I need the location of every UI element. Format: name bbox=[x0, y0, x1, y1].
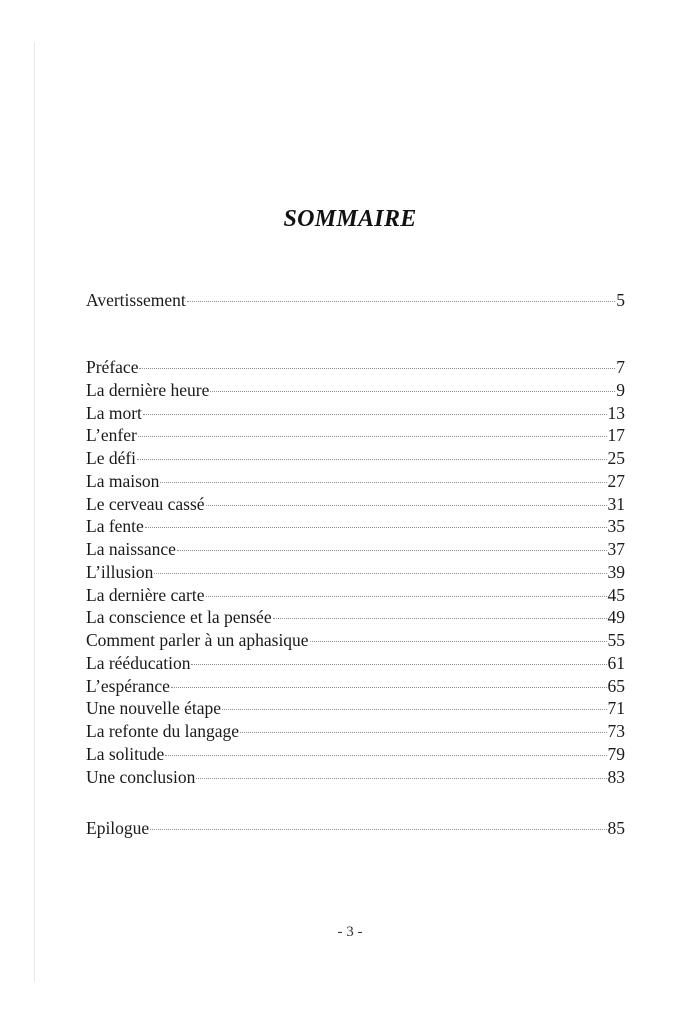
toc-entry-label: L’enfer bbox=[86, 425, 137, 446]
toc-entry-comment-parler-a-un-aphasique[interactable] bbox=[86, 629, 625, 652]
toc-back-section bbox=[86, 817, 625, 840]
dot-leader bbox=[206, 596, 607, 597]
toc-entry-label: Comment parler à un aphasique bbox=[86, 630, 309, 651]
toc-entry-la-fente[interactable] bbox=[86, 515, 625, 538]
toc-entry-la-conscience-et-la-pensee[interactable] bbox=[86, 606, 625, 629]
dot-leader bbox=[206, 505, 607, 506]
page-edge-line bbox=[34, 42, 35, 982]
dot-leader bbox=[139, 368, 615, 369]
dot-leader bbox=[150, 829, 606, 830]
toc-entry-une-nouvelle-etape[interactable] bbox=[86, 697, 625, 720]
toc-entry-page: 61 bbox=[607, 652, 625, 673]
toc-entry-la-derniere-heure[interactable] bbox=[86, 379, 625, 402]
dot-leader bbox=[222, 709, 606, 710]
dot-leader bbox=[143, 414, 607, 415]
toc-entry-page: 27 bbox=[607, 470, 625, 491]
dot-leader bbox=[171, 687, 607, 688]
toc-entry-l-enfer[interactable] bbox=[86, 424, 625, 447]
toc-entry-la-refonte-du-langage[interactable] bbox=[86, 720, 625, 743]
toc-entry-label: Le cerveau cassé bbox=[86, 493, 205, 514]
dot-leader bbox=[187, 301, 615, 302]
dot-leader bbox=[310, 641, 607, 642]
toc-entry-preface[interactable] bbox=[86, 356, 625, 379]
toc-entry-page: 65 bbox=[607, 675, 625, 696]
toc-entry-page: 45 bbox=[607, 584, 625, 605]
dot-leader bbox=[165, 755, 606, 756]
toc-entry-la-derniere-carte[interactable] bbox=[86, 584, 625, 607]
toc-entry-label: L’espérance bbox=[86, 675, 170, 696]
dot-leader bbox=[191, 664, 606, 665]
toc-entry-label: La dernière heure bbox=[86, 379, 210, 400]
toc-entry-page: 55 bbox=[607, 630, 625, 651]
toc-entry-page: 9 bbox=[616, 379, 625, 400]
page-number: - 3 - bbox=[337, 924, 363, 940]
dot-leader bbox=[154, 573, 606, 574]
toc-entry-label: Le défi bbox=[86, 448, 137, 469]
dot-leader bbox=[138, 436, 607, 437]
toc-entry-page: 49 bbox=[607, 607, 625, 628]
toc-entry-page: 73 bbox=[607, 721, 625, 742]
toc-entry-label: La conscience et la pensée bbox=[86, 607, 272, 628]
toc-entry-label: L’illusion bbox=[86, 561, 154, 582]
toc-entry-le-defi[interactable] bbox=[86, 447, 625, 470]
toc-front-section bbox=[86, 289, 625, 312]
toc-entry-page: 5 bbox=[616, 290, 625, 310]
toc-entry-le-cerveau-casse[interactable] bbox=[86, 493, 625, 516]
toc-entry-label: La maison bbox=[86, 470, 160, 491]
toc-entry-page: 7 bbox=[616, 357, 625, 377]
toc-entry-epilogue[interactable] bbox=[86, 817, 625, 840]
toc-main-section bbox=[86, 356, 625, 789]
toc-entry-la-mort[interactable] bbox=[86, 402, 625, 425]
toc-entry-page: 35 bbox=[607, 516, 625, 537]
dot-leader bbox=[137, 459, 606, 460]
toc-entry-page: 39 bbox=[607, 561, 625, 582]
toc-entry-label: La rééducation bbox=[86, 652, 191, 673]
toc-entry-page: 31 bbox=[607, 493, 625, 514]
toc-entry-label: La refonte du langage bbox=[86, 721, 240, 742]
dot-leader bbox=[273, 618, 607, 619]
toc-entry-label: Avertissement bbox=[86, 290, 186, 310]
toc-entry-page: 37 bbox=[607, 539, 625, 560]
toc-entry-avertissement[interactable] bbox=[86, 289, 625, 312]
toc-entry-page: 79 bbox=[607, 744, 625, 765]
toc-entry-label: Une conclusion bbox=[86, 766, 196, 787]
toc-entry-la-solitude[interactable] bbox=[86, 743, 625, 766]
toc-entry-une-conclusion[interactable] bbox=[86, 766, 625, 789]
toc-entry-label: La mort bbox=[86, 402, 142, 423]
toc-entry-page: 83 bbox=[607, 766, 625, 787]
toc-entry-label: La naissance bbox=[86, 539, 176, 560]
toc-entry-page: 13 bbox=[607, 402, 625, 423]
dot-leader bbox=[177, 550, 607, 551]
toc-entry-label: Préface bbox=[86, 357, 139, 377]
toc-entry-label: La solitude bbox=[86, 744, 165, 765]
toc-entry-page: 71 bbox=[607, 698, 625, 719]
dot-leader bbox=[210, 391, 615, 392]
dot-leader bbox=[145, 527, 607, 528]
toc-entry-l-illusion[interactable] bbox=[86, 561, 625, 584]
toc-entry-page: 25 bbox=[607, 448, 625, 469]
toc-entry-page: 85 bbox=[607, 818, 625, 838]
dot-leader bbox=[196, 778, 606, 779]
toc-entry-label: La dernière carte bbox=[86, 584, 205, 605]
dot-leader bbox=[240, 732, 606, 733]
toc-entry-page: 17 bbox=[607, 425, 625, 446]
toc-entry-la-reeducation[interactable] bbox=[86, 652, 625, 675]
toc-entry-label: Une nouvelle étape bbox=[86, 698, 222, 719]
dot-leader bbox=[160, 482, 606, 483]
toc-entry-la-naissance[interactable] bbox=[86, 538, 625, 561]
toc-entry-label: La fente bbox=[86, 516, 144, 537]
toc-entry-la-maison[interactable] bbox=[86, 470, 625, 493]
page-title: SOMMAIRE bbox=[283, 206, 417, 233]
toc-entry-l-esperance[interactable] bbox=[86, 675, 625, 698]
toc-entry-label: Epilogue bbox=[86, 818, 150, 838]
